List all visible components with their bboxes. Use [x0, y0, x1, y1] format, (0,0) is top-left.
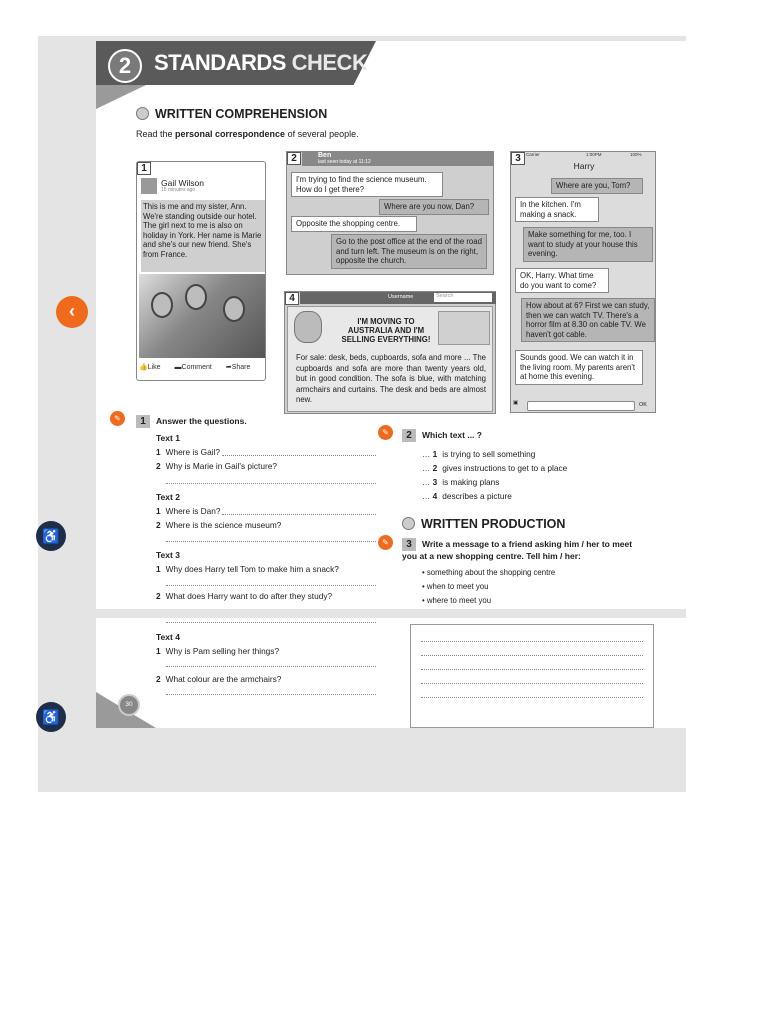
- answer-line[interactable]: [166, 541, 376, 542]
- poster-name: Gail Wilson: [161, 178, 204, 188]
- question-number: 1: [156, 447, 161, 457]
- writing-line: [421, 683, 643, 684]
- chat-bubble: Opposite the shopping centre.: [291, 216, 417, 232]
- card-number: 2: [287, 152, 301, 165]
- question: [156, 564, 339, 574]
- match-number: 3: [432, 477, 438, 487]
- instruction-bold: personal correspondence: [175, 129, 286, 139]
- text-1-label: Text 1: [156, 433, 180, 443]
- checkmark-icon: ✓: [372, 50, 391, 75]
- match-text: describes a picture: [442, 491, 512, 501]
- instruction-text-end: of several people.: [285, 129, 359, 139]
- text-4-label: Text 4: [156, 632, 180, 642]
- edit-icon[interactable]: ✎: [110, 411, 125, 426]
- answer-line[interactable]: [222, 514, 376, 515]
- writing-line: [421, 697, 643, 698]
- chat-bubble: Where are you now, Dan?: [379, 199, 489, 215]
- text-card-3: [510, 151, 656, 413]
- match-number: 2: [432, 463, 438, 473]
- blog-text: For sale: desk, beds, cupboards, sofa and more ... The cupboards and sofa are more than twenty years old, but in good condition. The sofa is blue, with matching armchairs and curtains. The desk and beds are almost new.: [296, 353, 486, 404]
- question-number: 1: [156, 506, 161, 516]
- question-text: Why does Harry tell Tom to make him a snack?: [165, 564, 339, 574]
- question: [156, 591, 332, 601]
- match-number: 4: [432, 491, 438, 501]
- question-number: 1: [156, 646, 161, 656]
- match-number: 1: [432, 449, 438, 459]
- furniture-picture: [438, 311, 490, 345]
- textbook-page-top: [96, 41, 686, 610]
- question: [156, 646, 279, 656]
- edit-icon[interactable]: ✎: [378, 425, 393, 440]
- ok-button[interactable]: OK: [639, 402, 647, 408]
- answer-line[interactable]: [222, 455, 376, 456]
- exercise-2-title: [402, 429, 482, 442]
- post-header: [139, 176, 263, 198]
- question: [156, 520, 281, 530]
- question-number: 1: [156, 564, 161, 574]
- question-number: 2: [156, 591, 161, 601]
- reading-heading-text: WRITTEN COMPREHENSION: [155, 107, 328, 121]
- exercise-number: 2: [402, 429, 416, 442]
- blog-title: I'M MOVING TO AUSTRALIA AND I'M SELLING EVERYTHING!: [341, 317, 431, 344]
- writing-line: [421, 669, 643, 670]
- match-item: … 4 describes a picture: [422, 491, 512, 501]
- card-number: 4: [285, 292, 299, 305]
- chat-bubble: Sounds good. We can watch it in the living room. My parents aren't at home this evening.: [515, 350, 643, 385]
- document-viewer: [38, 36, 686, 792]
- blog-body: [287, 306, 493, 412]
- answer-line[interactable]: [166, 694, 376, 695]
- like-label: Like: [147, 364, 161, 371]
- production-heading-text: WRITTEN PRODUCTION: [421, 517, 566, 531]
- reading-heading: [136, 107, 327, 121]
- production-heading: [402, 517, 565, 531]
- text-card-2: [286, 151, 494, 275]
- exercise-3-title: [402, 538, 642, 562]
- status-bar: [526, 152, 656, 160]
- unit-number-badge: 2: [108, 49, 142, 83]
- question-text: Why is Marie in Gail's picture?: [165, 461, 277, 471]
- blog-header: [300, 292, 496, 304]
- question: [156, 506, 221, 516]
- pen-icon: [402, 517, 415, 530]
- bullet-item: • when to meet you: [422, 582, 489, 591]
- answer-line[interactable]: [166, 483, 376, 484]
- exercise-number: 3: [402, 538, 416, 551]
- question: [156, 674, 281, 684]
- ex3-text: Write a: [422, 539, 453, 549]
- status-battery: 100%: [630, 152, 642, 157]
- share-label: Share: [231, 364, 251, 371]
- page-gap: [38, 609, 686, 618]
- accessibility-icon[interactable]: ♿: [36, 702, 66, 732]
- friends-photo: [139, 274, 265, 358]
- post-text: This is me and my sister, Ann. We're standing outside our hotel. The girl next to me is also on holiday in York. Her name is Marie and she's our new friend. She's from France.: [141, 200, 265, 272]
- exercise-1-title: [136, 415, 247, 428]
- author-avatar: [294, 311, 322, 343]
- chat-bubble: How about at 6? First we can study, then we can watch TV. There's a horror film at 8.30 on cable TV. We haven't got cable.: [521, 298, 655, 342]
- banner-title-check: CHECK: [291, 50, 368, 75]
- chat-bubble: OK, Harry. What time do you want to come?: [515, 268, 609, 293]
- text-3-label: Text 3: [156, 550, 180, 560]
- match-item: … 1 is trying to sell something: [422, 449, 536, 459]
- question-text: Where is Gail?: [165, 447, 221, 457]
- exercise-2-title-text: Which text ... ?: [422, 430, 482, 440]
- post-actions: [139, 360, 265, 376]
- writing-box[interactable]: [410, 624, 654, 728]
- instruction-text: Read the: [136, 129, 176, 139]
- banner-title-standards: STANDARDS: [154, 50, 286, 75]
- share-action: ➦Share: [225, 364, 251, 371]
- post-time: 15 minutes ago: [161, 187, 196, 193]
- answer-line[interactable]: [166, 585, 376, 586]
- question-text: What does Harry want to do after they study?: [165, 591, 333, 601]
- question-number: 2: [156, 461, 161, 471]
- chat-bubble: Make something for me, too. I want to study at your house this evening.: [523, 227, 653, 262]
- ex3-bold: message: [452, 539, 489, 549]
- question-text: What colour are the armchairs?: [165, 674, 282, 684]
- question-number: 2: [156, 674, 161, 684]
- previous-page-button[interactable]: ‹: [56, 296, 88, 328]
- answer-line[interactable]: [166, 622, 376, 623]
- status-carrier: Carrier: [526, 152, 540, 157]
- card-number: 1: [137, 162, 151, 175]
- status-time: 1:00PM: [586, 152, 602, 157]
- comment-action: ▬Comment: [174, 364, 212, 371]
- chat-header: [302, 152, 494, 166]
- bullet-item: • something about the shopping centre: [422, 568, 556, 577]
- accessibility-icon[interactable]: ♿: [36, 521, 66, 551]
- message-input[interactable]: [527, 401, 635, 411]
- card-number: 3: [511, 152, 525, 165]
- chat-bubble: I'm trying to find the science museum. How do I get there?: [291, 172, 443, 197]
- banner-fold: [96, 85, 146, 109]
- chat-header-status: last seen today at 11:12: [318, 159, 371, 165]
- question-number: 2: [156, 520, 161, 530]
- answer-line[interactable]: [166, 666, 376, 667]
- exercise-1-title-text: Answer the questions.: [156, 416, 247, 426]
- textbook-page-bottom: [96, 618, 686, 728]
- question: [156, 447, 220, 457]
- chat-bubble: Go to the post office at the end of the road and turn left. The museum is on the right, opposite the church.: [331, 234, 487, 269]
- match-text: is trying to sell something: [442, 449, 536, 459]
- question: [156, 461, 277, 471]
- match-item: … 3 is making plans: [422, 477, 500, 487]
- match-text: gives instructions to get to a place: [442, 463, 568, 473]
- question-text: Where is the science museum?: [165, 520, 282, 530]
- book-icon: [136, 107, 149, 120]
- search-field[interactable]: Search: [434, 293, 492, 302]
- chat-bubble: In the kitchen. I'm making a snack.: [515, 197, 599, 222]
- chat-contact-name: Harry: [573, 161, 595, 171]
- photo-face: [223, 296, 245, 322]
- chat-header-name: Ben: [318, 152, 332, 159]
- ex3-text-end: to a friend asking him / her to meet you at a new shopping centre. Tell him / her:: [402, 539, 633, 561]
- writing-line: [421, 655, 643, 656]
- match-item: … 2 gives instructions to get to a place: [422, 463, 568, 473]
- comment-label: Comment: [181, 364, 212, 371]
- exercise-number: 1: [136, 415, 150, 428]
- camera-icon[interactable]: ▣: [513, 400, 519, 406]
- writing-line: [421, 641, 643, 642]
- photo-face: [151, 292, 173, 318]
- edit-icon[interactable]: ✎: [378, 535, 393, 550]
- like-action: 👍Like: [139, 364, 161, 371]
- page-number: 30: [118, 694, 140, 716]
- question-text: Why is Pam selling her things?: [165, 646, 280, 656]
- avatar: [141, 178, 157, 194]
- question-text: Where is Dan?: [165, 506, 221, 516]
- banner-title: [154, 50, 391, 76]
- bullet-item: • where to meet you: [422, 596, 492, 605]
- reading-instruction: [136, 129, 359, 139]
- text-card-1: [136, 161, 266, 381]
- chat-input-bar: [513, 400, 655, 412]
- username-label: Username: [388, 294, 414, 300]
- text-2-label: Text 2: [156, 492, 180, 502]
- text-card-4: [284, 291, 496, 414]
- chat-bubble: Where are you, Tom?: [551, 178, 643, 194]
- photo-face: [185, 284, 207, 310]
- match-text: is making plans: [442, 477, 500, 487]
